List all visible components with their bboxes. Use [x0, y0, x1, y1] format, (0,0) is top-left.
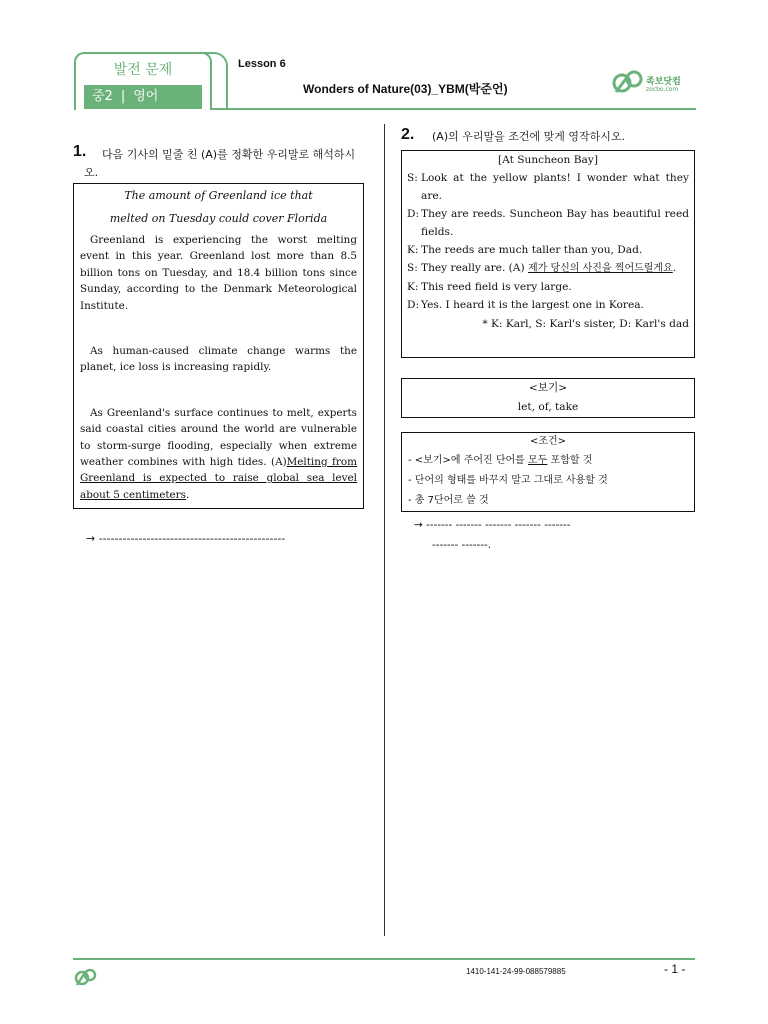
condition-item: - 단어의 형태를 바꾸지 말고 그대로 사용할 것	[408, 475, 608, 486]
dialog-text: The reeds are much taller than you, Dad.	[421, 244, 643, 256]
dialog-line	[407, 296, 689, 314]
category-tag	[74, 52, 212, 110]
q2-number: 2.	[401, 126, 415, 143]
q2-answer-line-2[interactable]: ------- -------.	[432, 539, 492, 551]
dialog-speaker: S:	[407, 172, 418, 184]
dialog-line	[407, 205, 689, 241]
lesson-label: Lesson 6	[238, 58, 286, 70]
dialog-text: They are reeds. Suncheon Bay has beautiful reed fields.	[421, 208, 689, 238]
article-paragraph-3	[80, 405, 357, 503]
grade-label: 중2	[92, 89, 113, 104]
dialog-text: This reed field is very large.	[421, 281, 572, 293]
dialog-line	[407, 241, 689, 259]
category-label: 발전 문제	[113, 62, 173, 78]
dialog-speaker: S:	[407, 262, 418, 274]
q1-number: 1.	[73, 143, 87, 160]
column-divider	[384, 124, 385, 936]
q1-answer-line[interactable]: → -----------------------------------------------	[86, 532, 286, 545]
footer-line	[73, 958, 695, 960]
header-line	[212, 108, 696, 110]
article-paragraph-2: As human-caused climate change warms the planet, ice loss is increasing rapidly.	[80, 345, 357, 374]
bogi-box	[401, 378, 695, 418]
q1-prompt: 다음 기사의 밑줄 친 (A)를 정확한 우리말로 해석하시오.	[84, 148, 356, 179]
article-title-line1: The amount of Greenland ice that	[124, 189, 313, 202]
dialog-text: Yes. I heard it is the largest one in Korea.	[421, 299, 644, 311]
dialog-line	[407, 259, 689, 278]
article-paragraph-3-text: As Greenland's surface continues to melt, experts said coastal cities around the world are vulnerable to storm-surge flooding, especially when extreme weather combines with high tides.	[80, 406, 357, 469]
condition-text: - <보기>에 주어진 단어를	[408, 455, 529, 466]
page-number: - 1 -	[664, 962, 686, 976]
q2-dialog-box	[401, 150, 695, 358]
q1-article-box	[73, 183, 364, 509]
condition-text: 포함할 것	[547, 455, 593, 466]
dialog-speaker: K:	[407, 244, 419, 256]
dialog-line	[407, 169, 689, 205]
grade-separator: |	[120, 89, 126, 104]
bogi-words: let, of, take	[517, 401, 579, 413]
q2-answer-lines[interactable]	[414, 515, 704, 555]
dialog-text	[421, 259, 689, 278]
sentence-end: .	[185, 488, 190, 501]
logo-text: 족보닷컴	[646, 77, 681, 87]
underline-label-a: (A)	[271, 456, 287, 469]
q2-answer-line-1[interactable]: → ------- ------- ------- ------- -------	[414, 519, 571, 531]
conditions-title: <조건>	[529, 436, 567, 447]
dialog-text-after: .	[672, 262, 677, 274]
dialog-text: Look at the yellow plants! I wonder what they are.	[421, 172, 689, 202]
condition-item	[408, 451, 694, 471]
dialog-speaker: D:	[407, 208, 420, 220]
underlined-korean-a: 제가 당신의 사진을 찍어드릴게요	[527, 263, 673, 274]
condition-item: - 총 7단어로 쓸 것	[408, 495, 489, 506]
logo-subtext: zocbo.com	[646, 86, 679, 93]
q2-prompt: (A)의 우리말을 조건에 맞게 영작하시오.	[432, 130, 625, 143]
dialog-note: * K: Karl, S: Karl's sister, D: Karl's dad	[482, 318, 689, 330]
article-title-line2: melted on Tuesday could cover Florida	[109, 212, 328, 225]
conditions-box	[401, 432, 695, 512]
dialog-line	[407, 278, 689, 296]
bogi-title: <보기>	[528, 382, 568, 394]
dialog-speaker: D:	[407, 299, 420, 311]
dialog-title: [At Suncheon Bay]	[498, 154, 598, 166]
article-paragraph-1: Greenland is experiencing the worst melting event in this year. Greenland lost more than 8.5 billion tons on Tuesday, and 18.4 billion tons since Sunday, according to the Denmark Meteorological Institute.	[80, 234, 357, 312]
grade-subject-bar	[84, 85, 202, 109]
page-title: Wonders of Nature(03)_YBM(박준언)	[303, 82, 508, 96]
footer-logo-icon	[74, 966, 98, 988]
subject-label: 영어	[133, 89, 159, 104]
condition-underlined: 모두	[528, 455, 548, 466]
dialog-text-before: They really are. (A)	[421, 262, 528, 274]
underlined-sentence-a: Melting from Greenland is expected to raise global sea level about 5 centimeters	[80, 456, 357, 501]
footer-code: 1410-141-24-99-088579885	[466, 967, 566, 976]
dialog-speaker: K:	[407, 281, 419, 293]
